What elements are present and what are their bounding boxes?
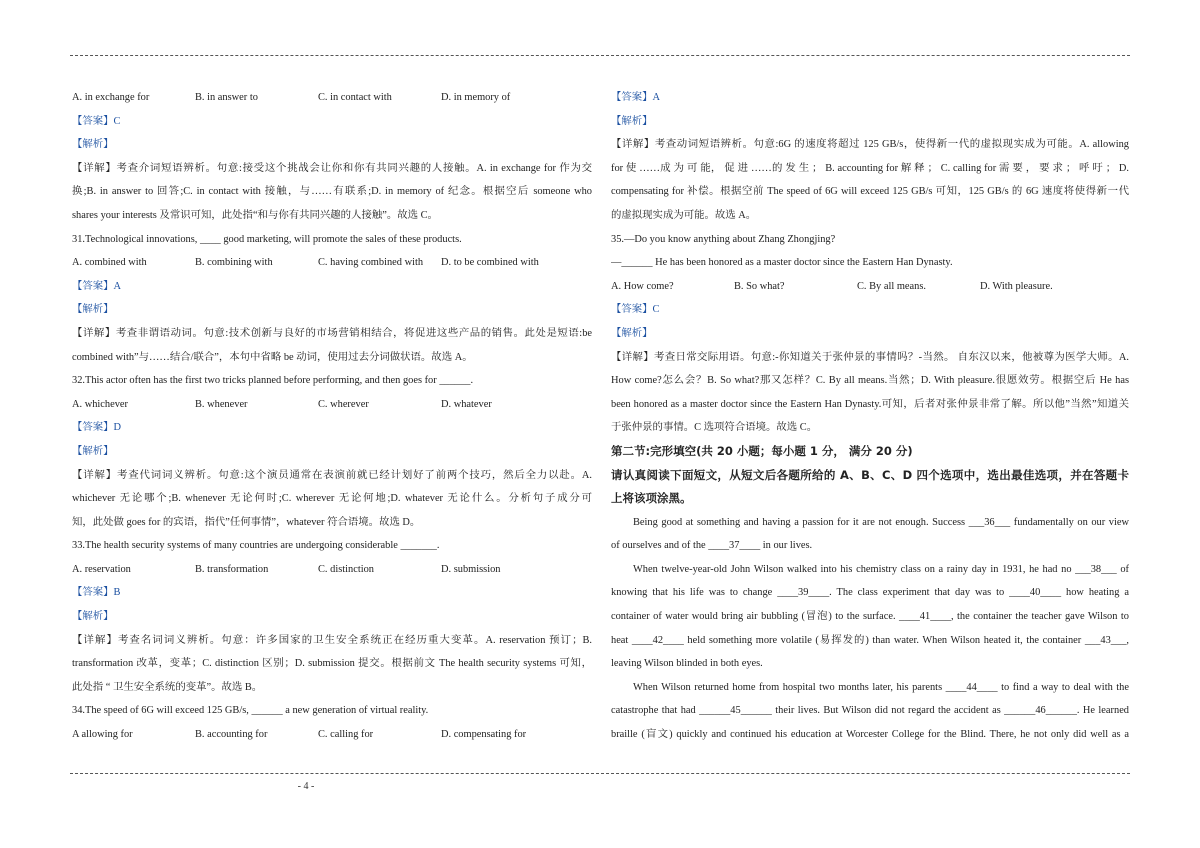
passage-line: braille (盲文) quickly and continued his education at Worcester College for the Blind. There, he not only did well as a <box>611 729 1129 741</box>
q34-detail-line: for 使 ……成 为 可 能， 促 进 ……的 发 生 ； B. accounting for 解 释 ； C. calling for 需 要 ， 要 求 ； 呼 吁 ； D. <box>611 162 1129 174</box>
option-d: D. in memory of <box>441 92 511 103</box>
passage-line: leaving Wilson blinded in both eyes. <box>611 658 763 670</box>
q31-detail-line: 【详解】考查非谓语动词。句意:技术创新与良好的市场营销相结合，将促进这些产品的销售。此处是短语:be <box>72 327 592 339</box>
q30-options <box>72 86 592 110</box>
option-b: B. accounting for <box>195 729 268 741</box>
q35-detail-line: 【详解】考查日常交际用语。句意:-你知道关于张仲景的事情吗？-当然。 自东汉以来，他被尊为医学大师。A. <box>611 351 1129 363</box>
q32-detail-line: 【详解】考查代词词义辨析。句意:这个演员通常在表演前就已经计划好了前两个技巧，然后全力以赴。A. <box>72 469 592 481</box>
q32-options <box>72 393 592 417</box>
q35-options <box>611 275 1129 299</box>
q30-answer: 【答案】C <box>72 115 121 127</box>
section-title: 第二节:完形填空(共 20 小题；每小题 1 分， 满分 20 分) <box>611 443 913 458</box>
option-a: A. How come? <box>611 280 674 292</box>
q33-analysis-label: 【解析】 <box>72 611 114 623</box>
q35-reply: —______ He has been honored as a master doctor since the Eastern Han Dynasty. <box>611 257 953 269</box>
top-dashed-rule <box>70 55 1130 56</box>
q35-analysis-label: 【解析】 <box>611 327 653 339</box>
option-a: A. whichever <box>72 398 128 410</box>
q31-question: 31.Technological innovations, ____ good marketing, will promote the sales of these products. <box>72 233 462 245</box>
q35-question: 35.—Do you know anything about Zhang Zhongjing? <box>611 233 836 245</box>
option-a: A allowing for <box>72 729 133 741</box>
q34-detail-line: 【详解】考查动词短语辨析。句意:6G 的速度将超过 125 GB/s，使得新一代的虚拟现实成为可能。A. allowing <box>611 139 1129 151</box>
option-d: D. With pleasure. <box>980 280 1053 292</box>
option-c: C. in contact with <box>318 92 392 103</box>
passage-line: When Wilson returned home from hospital two months later, his parents ____44____ to find a way to deal with the <box>633 681 1129 693</box>
option-c: C. distinction <box>318 563 374 575</box>
option-a: A. reservation <box>72 563 131 575</box>
q34-answer: 【答案】A <box>611 92 661 103</box>
left-column <box>72 86 592 747</box>
q33-detail-line: transformation 改革，变革；C. distinction 区别；D. submission 提交。根据前文 The health security systems 可知， <box>72 658 592 670</box>
q32-answer: 【答案】D <box>72 422 122 434</box>
q34-detail-line: 的虚拟现实成为可能。故选 A。 <box>611 209 757 221</box>
option-d: D. to be combined with <box>441 257 539 269</box>
q32-detail-line: 知，此处做 goes for 的宾语，指代”任何事情”，whatever 符合语境。故选 D。 <box>72 516 421 528</box>
passage-line: of ourselves and of the ____37____ in our lives. <box>611 540 813 552</box>
option-c: C. calling for <box>318 729 374 741</box>
option-b: B. transformation <box>195 563 269 575</box>
q33-detail-line: 【详解】考查名词词义辨析。句意：许多国家的卫生安全系统正在经历重大变革。A. reservation 预订；B. <box>72 634 592 646</box>
q31-analysis-label: 【解析】 <box>72 304 114 316</box>
option-a: A. in exchange for <box>72 92 150 103</box>
passage-line: heat ____42____ held something more volatile (易挥发的) than water. When Wilson heated it, the container ___43___, <box>611 634 1129 646</box>
q30-detail-line: shares your interests 及常识可知，此处指“和与你有共同兴趣的人接触”。故选 C。 <box>72 209 438 221</box>
option-c: C. wherever <box>318 398 369 410</box>
q34-detail-line: compensating for 补偿。根据空前 The speed of 6G will exceed 125 GB/s 可知，125 GB/s 的 6G 速度将使得新一代 <box>611 186 1129 198</box>
q35-detail-line: been honored as a master doctor since the Eastern Han Dynasty.可知，后者对张仲景非常了解。所以他”当然”知道关 <box>611 398 1129 410</box>
q35-answer: 【答案】C <box>611 304 660 316</box>
q34-options <box>72 723 592 747</box>
q31-options <box>72 251 592 275</box>
q32-detail-line: whichever 无论哪个;B. whenever 无论何时;C. wherever 无论何地;D. whatever 无论什么。分析句子成分可 <box>72 493 592 505</box>
right-column <box>611 86 1129 747</box>
q33-answer: 【答案】B <box>72 587 121 599</box>
passage-line: Being good at something and having a passion for it are not enough. Success ___36___ fundamentally on our view <box>633 516 1129 528</box>
q30-detail-line: 【详解】考查介词短语辨析。句意:接受这个挑战会让你和你有共同兴趣的人接触。A. in exchange for 作为交 <box>72 162 592 174</box>
option-d: D. whatever <box>441 398 492 410</box>
q35-detail-line: 于张仲景的事情。C 选项符合语境。故选 C。 <box>611 422 818 434</box>
q32-analysis-label: 【解析】 <box>72 445 114 457</box>
q35-detail-line: How come?怎么会？B. So what?那又怎样？C. By all means.当然；D. With pleasure.很愿效劳。根据空后 He has <box>611 375 1129 387</box>
option-b: B. combining with <box>195 257 273 269</box>
option-b: B. whenever <box>195 398 248 410</box>
option-c: C. By all means. <box>857 280 926 292</box>
q33-options <box>72 558 592 582</box>
q32-question: 32.This actor often has the first two tricks planned before performing, and then goes for ______. <box>72 375 474 387</box>
passage-line: catastrophe that had ______45______ their lives. But Wilson did not regard the accident as ______46______. He learned <box>611 705 1129 717</box>
passage-line: When twelve-year-old John Wilson walked into his chemistry class on a rainy day in 1931, he had no ___38___ of <box>633 563 1129 575</box>
passage-line: knowing that his life was to change ____39____. The class experiment that day was to ____40____ how heating a <box>611 587 1129 599</box>
q31-detail-line: combined with”与……结合/联合”，本句中省略 be 动词，使用过去分词做状语。故选 A。 <box>72 351 473 363</box>
q34-question: 34.The speed of 6G will exceed 125 GB/s, ______ a new generation of virtual reality. <box>72 705 429 717</box>
option-d: D. compensating for <box>441 729 527 741</box>
q34-analysis-label: 【解析】 <box>611 115 653 127</box>
option-b: B. So what? <box>734 280 785 292</box>
q30-analysis-label: 【解析】 <box>72 139 114 151</box>
q31-answer: 【答案】A <box>72 280 122 292</box>
option-a: A. combined with <box>72 257 147 269</box>
bottom-dashed-rule <box>70 773 1130 774</box>
q33-detail-line: 此处指 “ 卫生安全系统的变革”。故选 B。 <box>72 681 263 693</box>
q33-question: 33.The health security systems of many countries are undergoing considerable _______. <box>72 540 440 552</box>
q30-detail-line: 换;B. in answer to 回答;C. in contact with 接触，与……有联系;D. in memory of 纪念。根据空后 someone who <box>72 186 592 198</box>
option-b: B. in answer to <box>195 92 258 103</box>
passage-line: container of water would bring air bubbling (冒泡) to the surface. ____41____, the container the teacher gave Wilson to <box>611 611 1129 623</box>
option-c: C. having combined with <box>318 257 424 269</box>
section-instruction-line: 请认真阅读下面短文，从短文后各题所给的 A、B、C、D 四个选项中，选出最佳选项，并在答题卡 <box>611 467 1129 482</box>
option-d: D. submission <box>441 563 501 575</box>
page-number: - 4 - <box>297 781 315 792</box>
section-instruction-line: 上将该项涂黑。 <box>611 491 692 506</box>
